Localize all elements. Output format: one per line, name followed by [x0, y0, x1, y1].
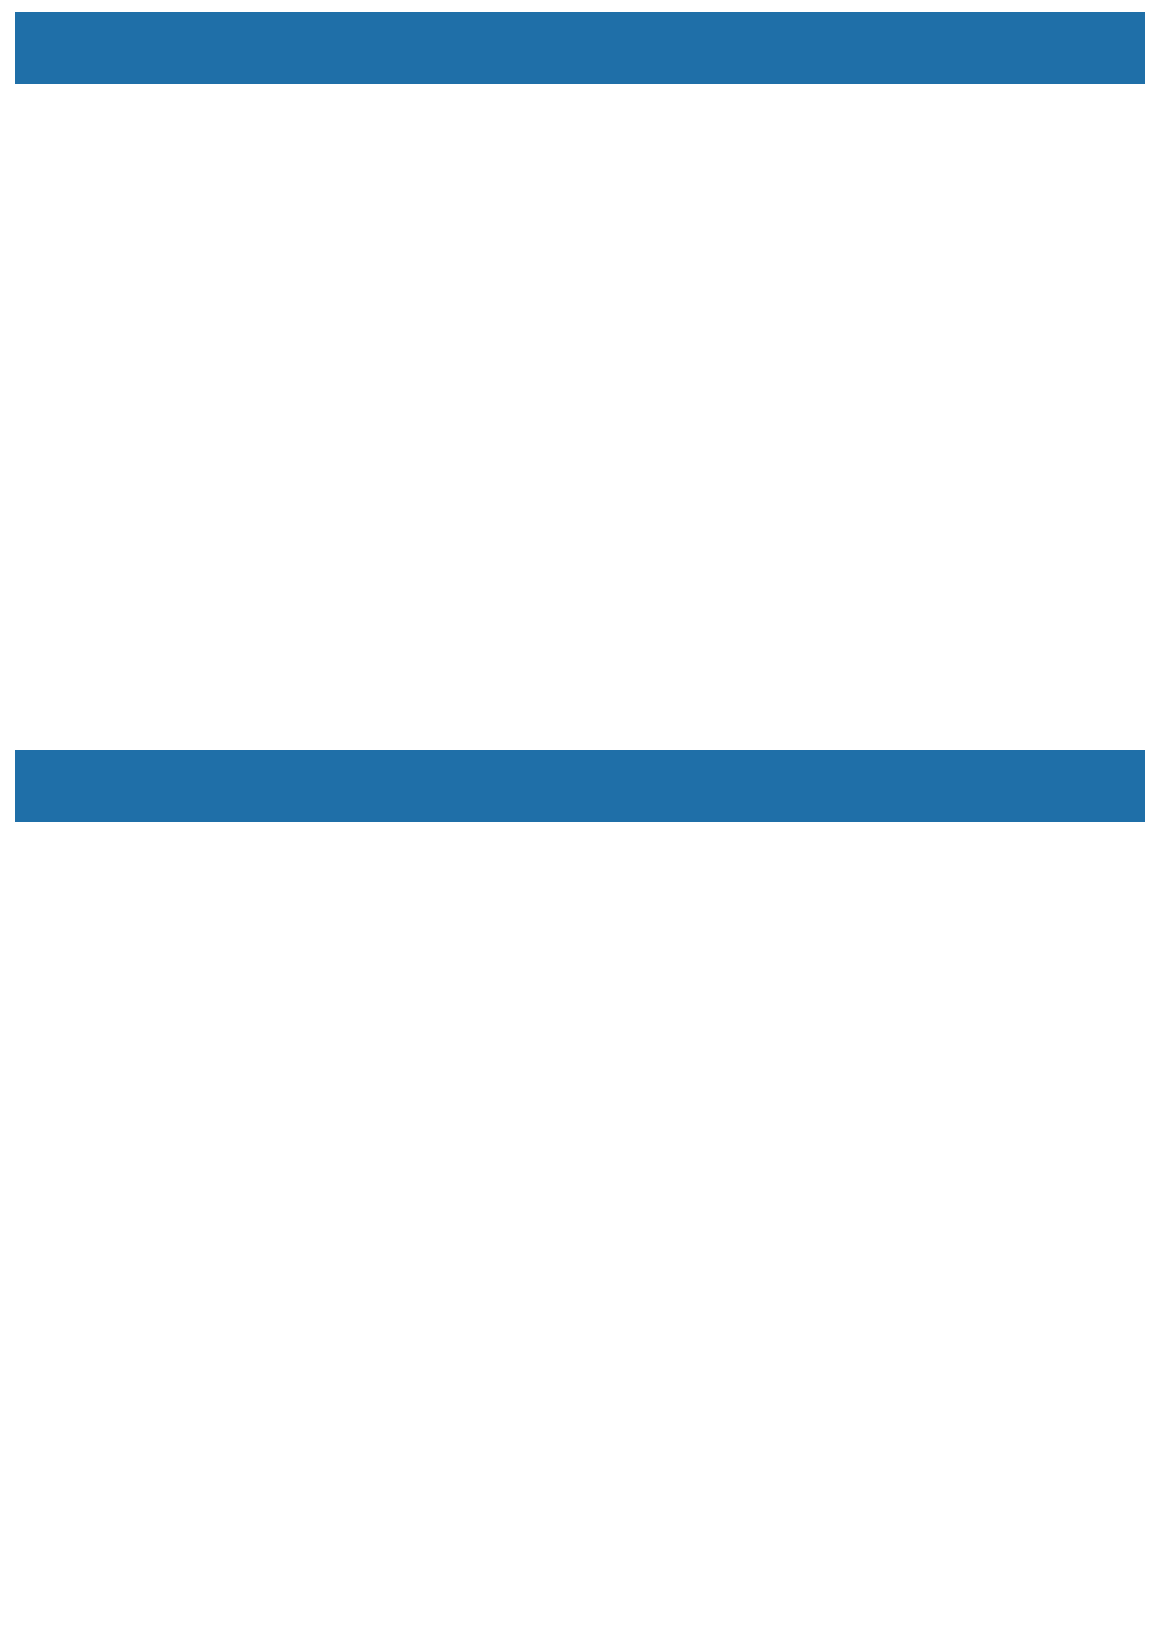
- connector-product-photo: [15, 225, 1145, 545]
- product-display-banner: [15, 12, 1145, 84]
- specification-sheet-banner: [15, 750, 1145, 822]
